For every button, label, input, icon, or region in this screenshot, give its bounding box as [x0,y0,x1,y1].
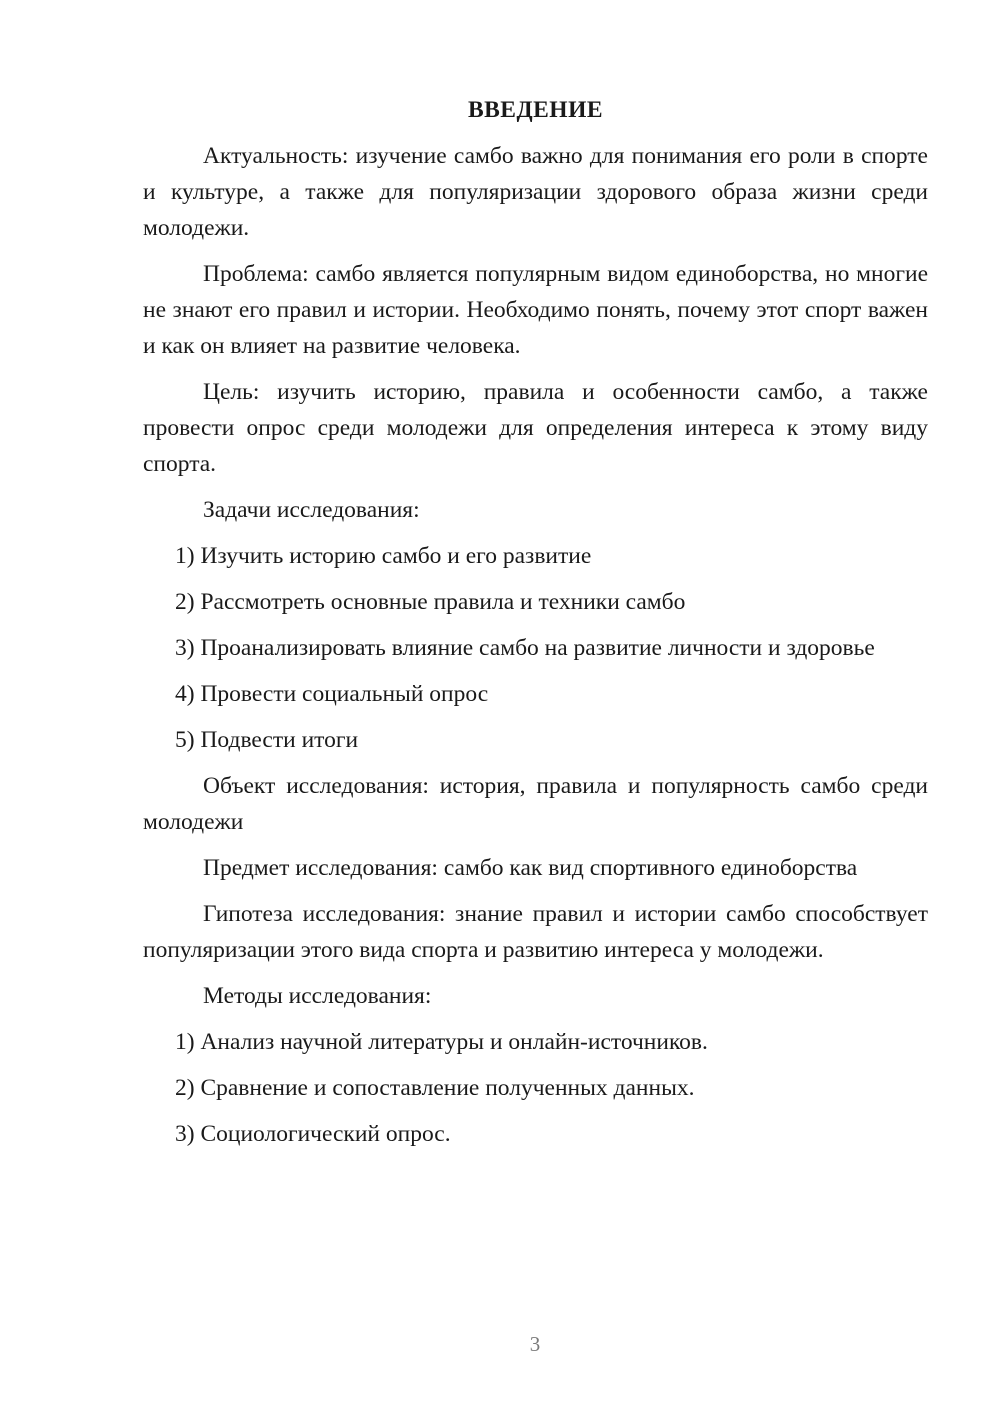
methods-heading: Методы исследования: [203,983,432,1009]
object-paragraph: Объект исследования: история, правила и популярность самбо среди молодежи [143,773,928,835]
list-item: 3) Социологический опрос. [175,1121,451,1147]
list-item: 1) Изучить историю самбо и его развитие [175,543,592,569]
list-item: 2) Сравнение и сопоставление полученных данных. [175,1075,695,1101]
document-page [143,92,928,1162]
list-item: 1) Анализ научной литературы и онлайн-источников. [175,1029,708,1055]
goal-paragraph: Цель: изучить историю, правила и особенности самбо, а также провести опрос среди молодежи для определения интереса к этому виду спорта. [143,379,928,477]
subject-paragraph: Предмет исследования: самбо как вид спортивного единоборства [203,855,858,881]
list-item: 5) Подвести итоги [175,727,359,753]
tasks-list [143,538,928,758]
page-number: 3 [529,1332,541,1356]
page-title: ВВЕДЕНИЕ [467,97,604,123]
list-item: 4) Провести социальный опрос [175,681,489,707]
relevance-paragraph: Актуальность: изучение самбо важно для понимания его роли в спорте и культуре, а также для популяризации здорового образа жизни среди молодежи. [143,143,928,241]
problem-paragraph: Проблема: самбо является популярным видом единоборства, но многие не знают его правил и истории. Необходимо понять, почему этот спорт важен и как он влияет на развитие человека. [143,261,928,359]
methods-list [143,1024,928,1152]
hypothesis-paragraph: Гипотеза исследования: знание правил и истории самбо способствует популяризации этого вида спорта и развитию интереса у молодежи. [143,901,928,963]
list-item: 3) Проанализировать влияние самбо на развитие личности и здоровье [175,635,875,661]
list-item: 2) Рассмотреть основные правила и техники самбо [175,589,686,615]
tasks-heading: Задачи исследования: [203,497,420,523]
